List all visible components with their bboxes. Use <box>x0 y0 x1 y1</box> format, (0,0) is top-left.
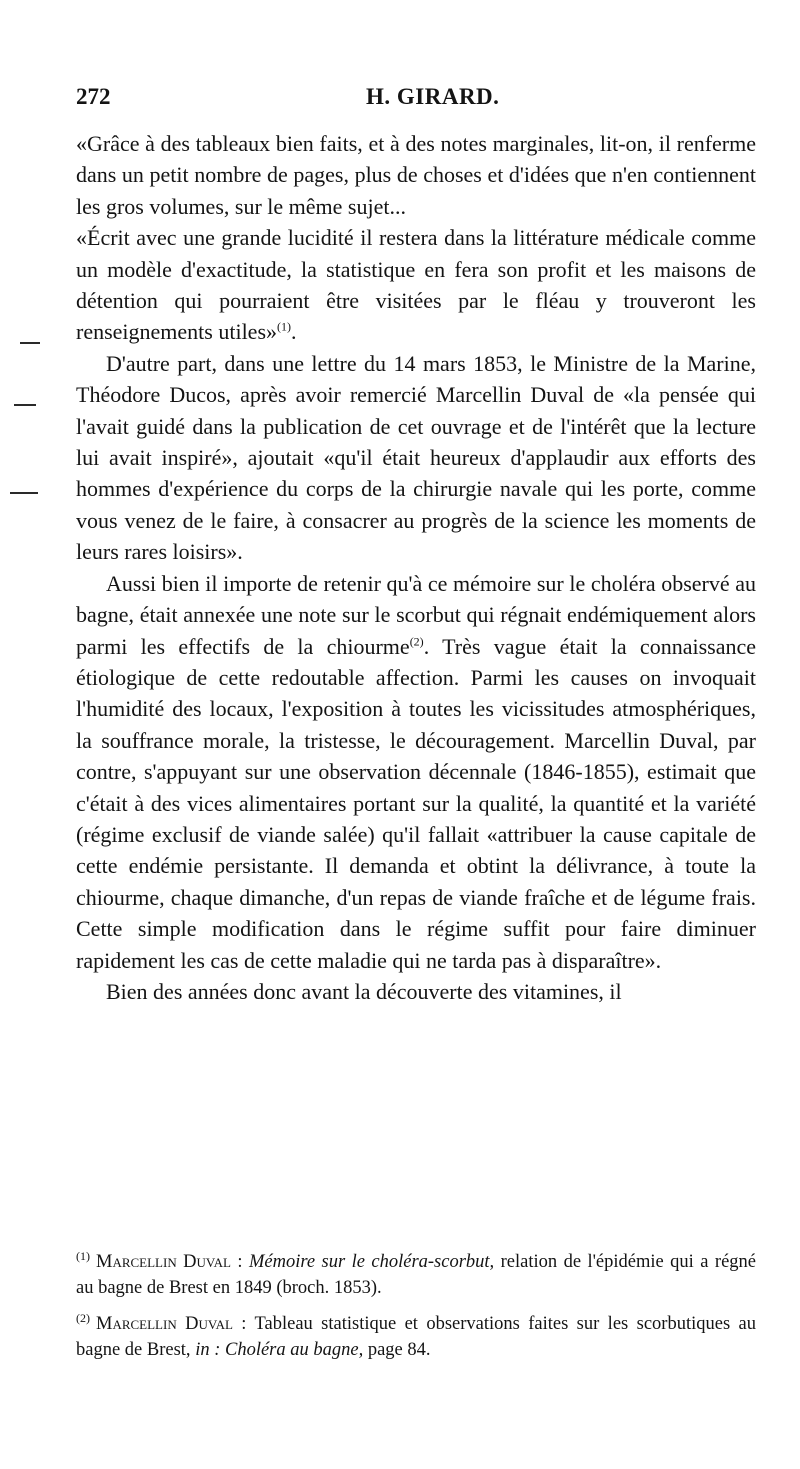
footnote-sep: : Tableau statistique et observations faites sur les scorbutiques au bagne de Brest, <box>76 1314 756 1361</box>
footnotes <box>76 1243 756 1367</box>
paragraph-text: Aussi bien il importe de retenir qu'à ce mémoire sur le choléra observé au bagne, était annexée une note sur le scorbut qui régnait endémiquement alors parmi les effectifs de la chiourme <box>76 570 756 659</box>
paragraph <box>76 128 756 222</box>
footnote-title: in : Choléra au bagne, <box>195 1340 364 1361</box>
paragraph-text: D'autre part, dans une lettre du 14 mars 1853, le Ministre de la Marine, Théodore Ducos, après avoir remercié Marcellin Duval de «la pensée qui l'avait guidé dans la publication de cet ouvrage et de l'intérêt que la lecture lui avait inspiré», ajoutait «qu'il était heureux d'applaudir aux efforts des hommes d'expérience du corps de la chirurgie navale qui les porte, comme vous venez de le faire, à consacrer au progrès de la science les moments de leurs rares loisirs». <box>76 350 756 565</box>
paragraph <box>76 568 756 976</box>
paragraph <box>76 348 756 568</box>
footnote-title: Mémoire sur le choléra-scorbut, <box>248 1252 495 1273</box>
footnote <box>76 1305 756 1363</box>
footnote-sep: : <box>230 1252 249 1273</box>
paragraph <box>76 976 756 1007</box>
paragraph-tail: . <box>291 319 297 345</box>
footnote-rest: relation de l'épidémie qui a régné au bagne de Brest en 1849 (broch. 1853). <box>76 1252 756 1299</box>
running-head: H. GIRARD. <box>366 84 500 109</box>
paragraph-text: «Écrit avec une grande lucidité il restera dans la littérature médicale comme un modèle d'exactitude, la statistique en fera son profit et les maisons de détention qui pourraient être visitées par le fléau y trouveront les renseignements utiles» <box>76 225 756 345</box>
footnote-author: Marcellin Duval <box>96 1252 231 1273</box>
footnote-rest: page 84. <box>363 1340 431 1361</box>
footnote-author: Marcellin Duval <box>96 1314 233 1335</box>
footnote <box>76 1243 756 1301</box>
body-text <box>76 128 756 1007</box>
margin-mark <box>10 492 38 494</box>
paragraph-text: «Grâce à des tableaux bien faits, et à des notes marginales, lit-on, il renferme dans un petit nombre de pages, plus de choses et d'idées que n'en contiennent les gros volumes, sur le même sujet... <box>76 131 756 219</box>
footnote-ref: (1) <box>277 320 292 335</box>
paragraph-text: Bien des années donc avant la découverte des vitamines, il <box>106 978 622 1004</box>
page-number: 272 <box>76 84 111 109</box>
margin-mark <box>20 342 40 344</box>
footnote-ref: (2) <box>409 634 424 649</box>
paragraph <box>76 222 756 348</box>
page-header <box>76 84 716 116</box>
footnote-number: (1) <box>76 1249 90 1263</box>
paragraph-tail: . Très vague était la connaissance étiologique de cette redoutable affection. Parmi les causes on invoquait l'humidité des locaux, l'exposition à toutes les vicissitudes atmosphériques, la souffrance morale, la tristesse, le découragement. Marcellin Duval, par contre, s'appuyant sur une observation décennale (1846-1855), estimait que c'était à des vices alimentaires portant sur la qualité, la quantité et la variété (régime exclusif de viande salée) qu'il fallait «attribuer la cause capitale de cette endémie persistante. Il demanda et obtint la délivrance, à toute la chiourme, chaque dimanche, d'un repas de viande fraîche et de légume frais. Cette simple modification dans le régime suffit pour faire diminuer rapidement les cas de cette maladie qui ne tarda pas à disparaître». <box>76 633 756 973</box>
footnote-number: (2) <box>76 1311 90 1326</box>
margin-mark <box>14 404 36 406</box>
